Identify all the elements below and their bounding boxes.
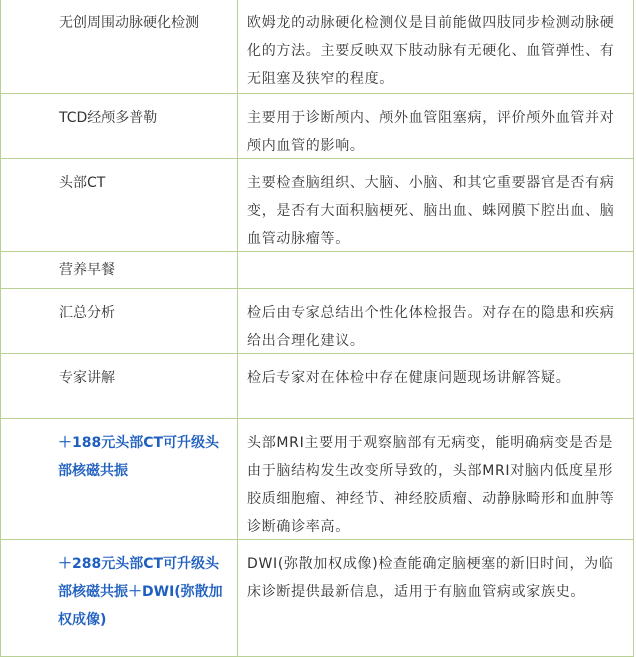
item-description: 主要用于诊断颅内、颅外血管阻塞病，评价颅外血管并对颅内血管的影响。 bbox=[247, 110, 615, 154]
table-row bbox=[1, 251, 633, 288]
table-row bbox=[1, 0, 633, 93]
table-row bbox=[1, 93, 633, 158]
item-description: DWI(弥散加权成像)检查能确定脑梗塞的新旧时间，为临床诊断提供最新信息，适用于有脑血管病或家族史。 bbox=[247, 556, 614, 600]
item-description: 主要检查脑组织、大脑、小脑、和其它重要器官是否有病变，是否有大面积脑梗死、脑出血、蛛网膜下腔出血、脑血管动脉瘤等。 bbox=[247, 175, 615, 247]
item-description: 头部MRI主要用于观察脑部有无病变，能明确病变是否是由于脑结构发生改变所导致的，头部MRI对脑内低度星形胶质细胞瘤、神经节、神经胶质瘤、动静脉畸形和血肿等诊断确诊率高。 bbox=[247, 435, 615, 535]
item-name: 头部CT bbox=[1, 159, 238, 251]
item-description: 检后专家对在体检中存在健康问题现场讲解答疑。 bbox=[247, 370, 571, 386]
item-name: 无创周围动脉硬化检测 bbox=[1, 0, 238, 93]
item-name: TCD经颅多普勒 bbox=[1, 94, 238, 158]
table-row bbox=[1, 353, 633, 418]
item-description bbox=[238, 252, 633, 288]
item-name: 营养早餐 bbox=[1, 252, 238, 288]
table-row bbox=[1, 158, 633, 251]
table-row bbox=[1, 418, 633, 539]
upgrade-option-name: ＋288元头部CT可升级头部核磁共振＋DWI(弥散加权成像) bbox=[1, 540, 238, 656]
item-name: 汇总分析 bbox=[1, 289, 238, 353]
table-row bbox=[1, 539, 633, 656]
item-description: 欧姆龙的动脉硬化检测仪是目前能做四肢同步检测动脉硬化的方法。主要反映双下肢动脉有无硬化、血管弹性、有无阻塞及狭窄的程度。 bbox=[247, 15, 615, 87]
item-description: 检后由专家总结出个性化体检报告。对存在的隐患和疾病给出合理化建议。 bbox=[247, 305, 615, 349]
upgrade-option-name: ＋188元头部CT可升级头部核磁共振 bbox=[1, 419, 238, 539]
item-name: 专家讲解 bbox=[1, 354, 238, 418]
table-row bbox=[1, 288, 633, 353]
